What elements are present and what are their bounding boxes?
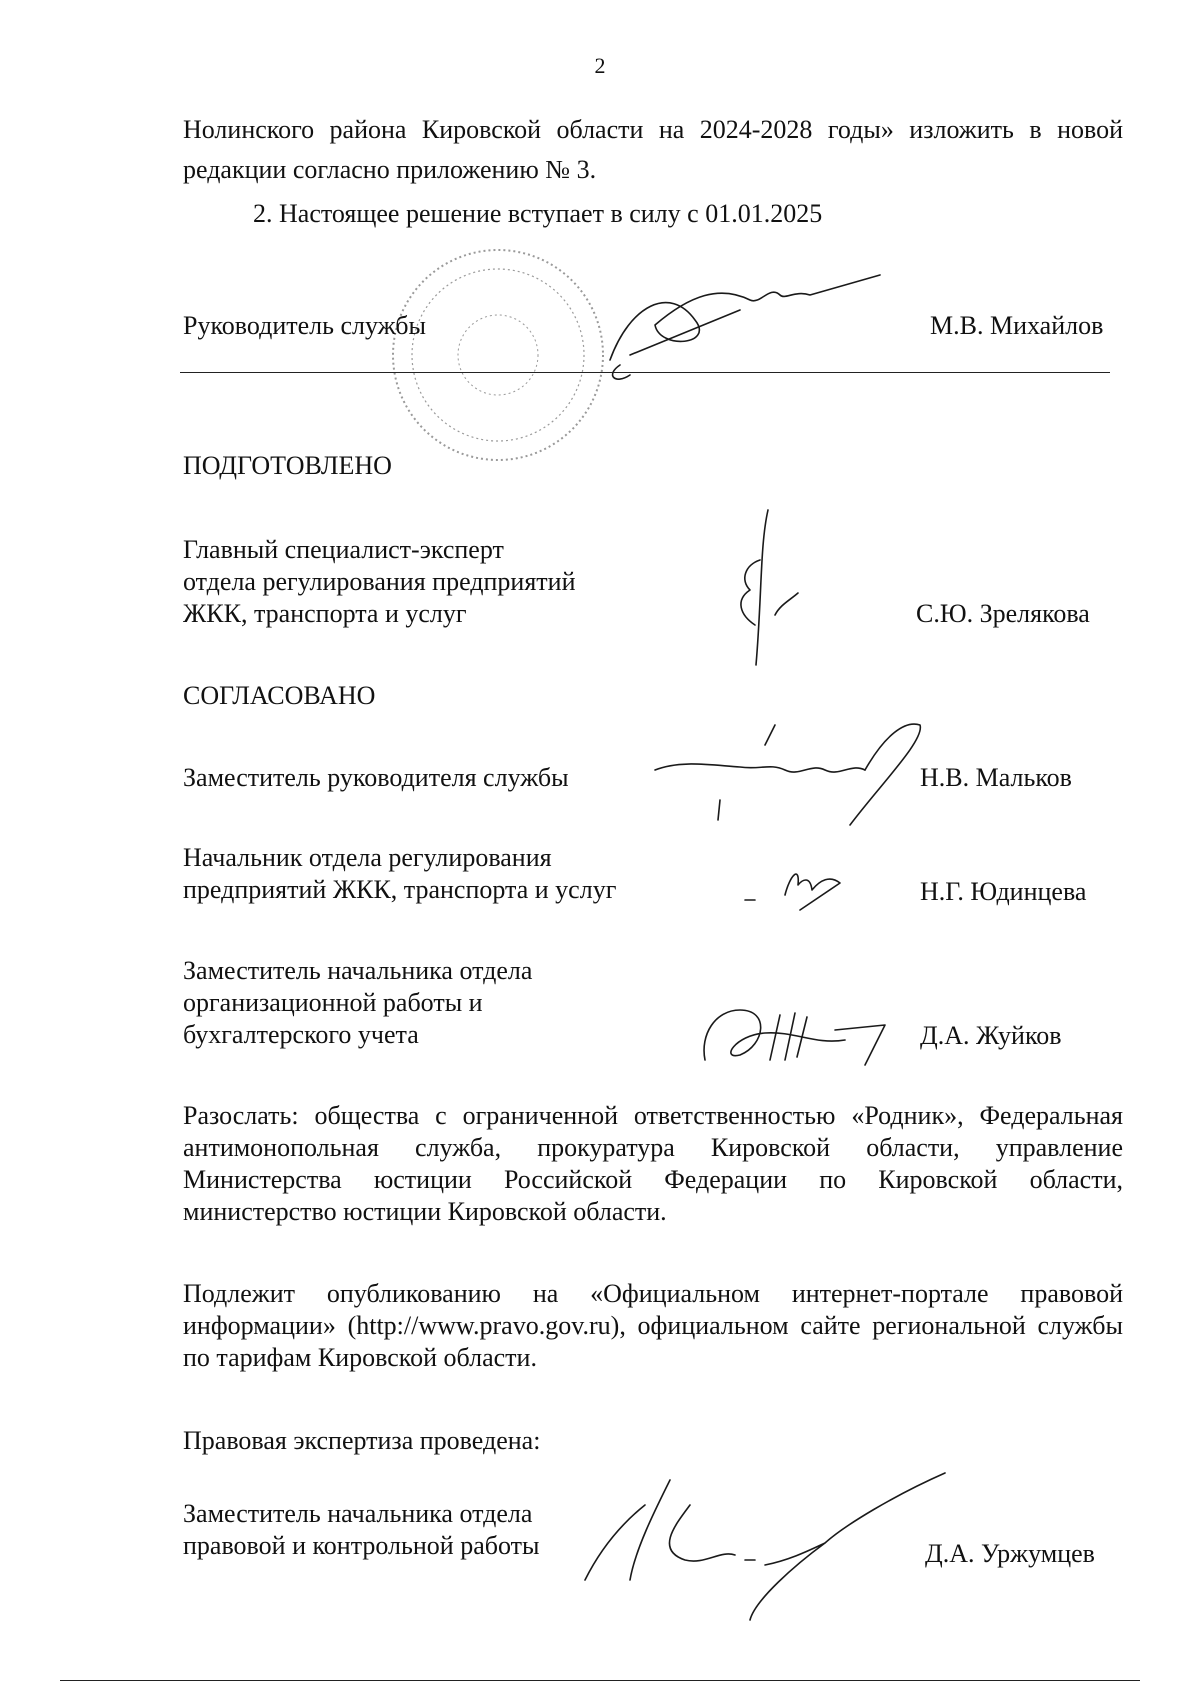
position-line: Заместитель руководителя службы: [183, 763, 569, 792]
position-line: Начальник отдела регулирования: [183, 843, 552, 872]
legal-review-name: Д.А. Уржумцев: [925, 1539, 1095, 1568]
signatory-3-signature: [695, 995, 895, 1075]
continuation-paragraph: Нолинского района Кировской области на 2024-2028 годы» изложить в новой редакции согласно приложению № 3.: [183, 115, 1123, 184]
prepared-name: С.Ю. Зрелякова: [916, 599, 1090, 628]
position-line: ЖКК, транспорта и услуг: [183, 599, 467, 628]
position-line: бухгалтерского учета: [183, 1020, 419, 1049]
bottom-edge-line: [60, 1680, 1140, 1681]
position-line: организационной работы и: [183, 988, 483, 1017]
signatory-1-position: [183, 762, 569, 795]
prepared-position: [183, 534, 576, 630]
signatory-2-position: [183, 842, 616, 906]
signatory-3-position: [183, 955, 532, 1051]
agreed-heading: СОГЛАСОВАНО: [183, 681, 376, 710]
head-position: Руководитель службы: [183, 311, 426, 340]
divider-line: [180, 372, 1110, 373]
legal-review-heading: Правовая экспертиза проведена:: [183, 1426, 541, 1455]
position-line: Заместитель начальника отдела: [183, 1499, 533, 1528]
effective-date-clause: 2. Настоящее решение вступает в силу с 01.01.2025: [253, 199, 823, 228]
official-seal: [378, 235, 618, 475]
publication-note: Подлежит опубликованию на «Официальном интернет-портале правовой информации» (http://www.pravo.gov.ru), официальном сайте региональной службы по тарифам Кировской области.: [183, 1279, 1123, 1372]
page-number: 2: [594, 53, 606, 78]
prepared-heading: ПОДГОТОВЛЕНО: [183, 451, 392, 480]
position-line: отдела регулирования предприятий: [183, 567, 576, 596]
signatory-2-name: Н.Г. Юдинцева: [920, 877, 1087, 906]
signatory-3-name: Д.А. Жуйков: [920, 1021, 1062, 1050]
signatory-2-signature: [740, 855, 860, 915]
position-line: Главный специалист-эксперт: [183, 535, 504, 564]
signatory-1-signature: [650, 715, 930, 830]
signatory-1-name: Н.В. Мальков: [920, 763, 1072, 792]
head-name: М.В. Михайлов: [930, 311, 1104, 340]
legal-review-position: [183, 1498, 539, 1562]
position-line: правовой и контрольной работы: [183, 1531, 540, 1560]
distribution-list: Разослать: общества с ограниченной ответственностью «Родник», Федеральная антимонопольная служба, прокуратура Кировской области, управление Министерства юстиции Российской Федерации по Кировской области, министерство юстиции Кировской области.: [183, 1101, 1123, 1226]
position-line: Заместитель начальника отдела: [183, 956, 533, 985]
prepared-signature: [720, 505, 820, 675]
head-signature: [600, 265, 900, 385]
position-line: предприятий ЖКК, транспорта и услуг: [183, 875, 617, 904]
legal-review-signature: [575, 1465, 950, 1625]
